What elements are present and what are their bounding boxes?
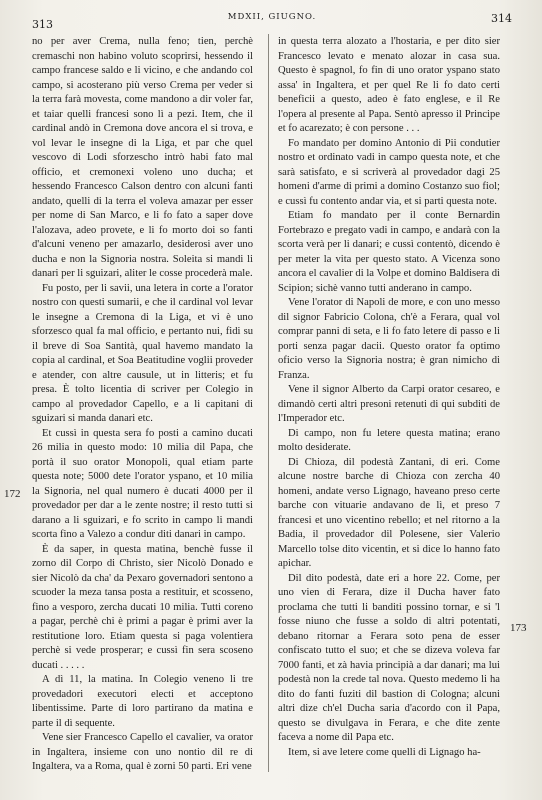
left-column (32, 35, 253, 775)
paragraph: Vene l'orator di Napoli de more, e con uno messo dil signor Fabricio Colona, ch'è a Ferara, qual vol comprar panni di seta, e li fo fato letere di passo e li porti senza pagar dacii. Questo orator fa optimo oficio verso la Signoria nostra; è gran nimicho di Franza. (278, 297, 500, 381)
paragraph: Et cussì in questa sera fo posti a camino ducati 26 milia in questo modo: 10 milia dil Papa, che portà il suo orator Monopoli, qual etiam parte questa note; 5000 dete l'orator yspano, et 10 milia la Signoria, nel qual numero è ducati 4000 per il provedador per dar a le zente nostre; il resto tutti si darano a li sguizari, e fo scrito in campo li mandi scorta fino a Valezo a condur diti danari in campo. (32, 427, 253, 540)
running-header (32, 12, 512, 30)
paragraph: Fo mandato per domino Antonio di Pii condutier nostro et ordinato vadi in campo questa note, et che sarà satisfato, e si scriverà al provedador dagi 25 homeni d'arme di primi a domino Costanzo suo fiol; e cussì fu contento andar via, et si parti questa note. (278, 137, 500, 207)
running-title: MDXII, GIUGNO. (227, 12, 317, 22)
paragraph: Di Chioza, dil podestà Zantani, di eri. Come alcune nostre barche di Chioza con zercha 40 homeni, andate verso Lignago, haveano preso certe barche con vituarie andavano de lì, et preso 7 francesi et uno vicentino rebello; et nel ritorno a la Badia, il provedador dil Polesene, sier Valerio Marcello tolse dito vicentin, et si dice lo hanno fato apichar. (278, 456, 500, 569)
right-page-number: 314 (491, 12, 512, 25)
paragraph: Di campo, non fu letere questa matina; erano molto desiderate. (278, 427, 500, 453)
paragraph: È da saper, in questa matina, benchè fusse il zorno dil Corpo di Christo, sier Nicolò Donado e sier Nicolò da cha' da Pexaro governadori sentono a scuoder la meza tansa posta a restituir, et scosseno, fino a vesporo, zercha ducati 10 milia. Tutti coreno a pagar, perchè chi è primi a pagar è primi aver la restitutione loro. Etiam questa si paga volentiera perchè si vede prosperar; e cussì fin sera scoseno ducati . . . . . (32, 543, 253, 671)
left-margin-number: 172 (4, 488, 21, 500)
right-column (278, 35, 500, 760)
left-page-number: 313 (32, 18, 53, 31)
paragraph: Item, si ave letere come quelli di Lignago ha- (288, 746, 481, 758)
paragraph: in questa terra alozato a l'hostaria, e per dito sier Francesco levato e menato alozar in casa sua. Questo è spagnol, fo fin di uno orator yspano stato assa' in Ingaltera, et per quel Re li fo dato certi beneficii a questo, adeo è fato englese, e il Re l'opera al presente al Papa. Sentò apresso il Principe et fo acarezato; è con persone . . . (278, 36, 500, 134)
paragraph: Vene sier Francesco Capello el cavalier, va orator in Ingaltera, insieme con uno nontio dil re di Ingaltera, va a Roma, qual è zorni 50 parti. Eri vene (32, 732, 253, 772)
paragraph: Fu posto, per li savii, una letera in corte a l'orator nostro con questi sumarii, e che il cardinal vol levar le insegne a Cremona di la Liga, et vi è uno sforzesco qual fa mal officio, e pertanto nui, fidi su il breve di Soa Santità, qual havemo mandato la copia al cardinal, et Soa Beatitudine voglii proveder e atender, con altre causule, ut in litteris; et fu presa. È tolto licentia di scriver per Colegio in campo al provedador Capello, e a li capitani di sguizari si manda danari etc. (32, 282, 253, 424)
paragraph: Dil dito podestà, date eri a hore 22. Come, per uno vien di Ferara, dize il Ducha haver fato proclama che tutti li banditi possino tornar, e si 'l fosse niuno che fusse a soldo di altri potentati, debano ritornar a Ferara soto pena de esser confiscato tutto el suo; et che se dizeva voleva far 7000 fanti, et zà havia principià a dar danari; ma lui podestà non la crede tal nova. Questo medemo li ha dito do fanti fuziti dil bastion di Cologna; alcuni altri dize ch'el Ducha saria d'acordo con il Papa, questo se divulgava in Ferara, e che dite zente faceva a nome dil Papa etc. (278, 572, 500, 743)
paragraph: Etiam fo mandato per il conte Bernardin Fortebrazo e pregato vadi in campo, e andarà con la scorta verà per li danari; e cussì contentò, dicendo è per meter la vita per questo stato. A Vicenza sono ancora el cavalier di la Volpe et domino Baldisera di Scipion; sichè vanno tutti anderano in campo. (278, 210, 500, 294)
paragraph: Vene il signor Alberto da Carpi orator cesareo, e dimandò certi altri presoni retenuti di qui subditi de l'Imperador etc. (278, 384, 500, 424)
column-divider (268, 34, 269, 772)
paragraph: no per aver Crema, nulla feno; tien, perchè cremaschi non habino voluto scoprirsi, hessendo il campo francese saldo e li vicino, e che andando col campo, si acosterano più verso Crema per veder si la terra farà movesta, come mandono a dir voler far, et taiar quelli francesi sono lì a pezi. Item, che il cardinal andò in Cremona dove ancora el si trova, e vol levar le insegne di la Liga, et par che quel vescovo di Lodi sforzescho intrò habi fato mal officio, et cremonexi voleno uno ducha; et hessendo Francesco Calson dentro con alcuni fanti andato, quelli di la terra el voleva amazar per esser per nome di San Marco, e li fo fato a saper dove l'alozava, adeo provete, e li fo morto doi so fanti d'alcuni veneno per amazarlo, desiderosi aver uno ducha e non la Signoria nostra. Soleita si mandi li danari per li sguizari, aliter le cosse procederà male. (32, 36, 253, 279)
right-margin-number: 173 (510, 622, 527, 634)
paragraph: A dì 11, la matina. In Colegio veneno li tre provedadori executori electi et acceptono libentissime. Parte di loro partirano da matina e parte il dì sequente. (32, 674, 253, 729)
